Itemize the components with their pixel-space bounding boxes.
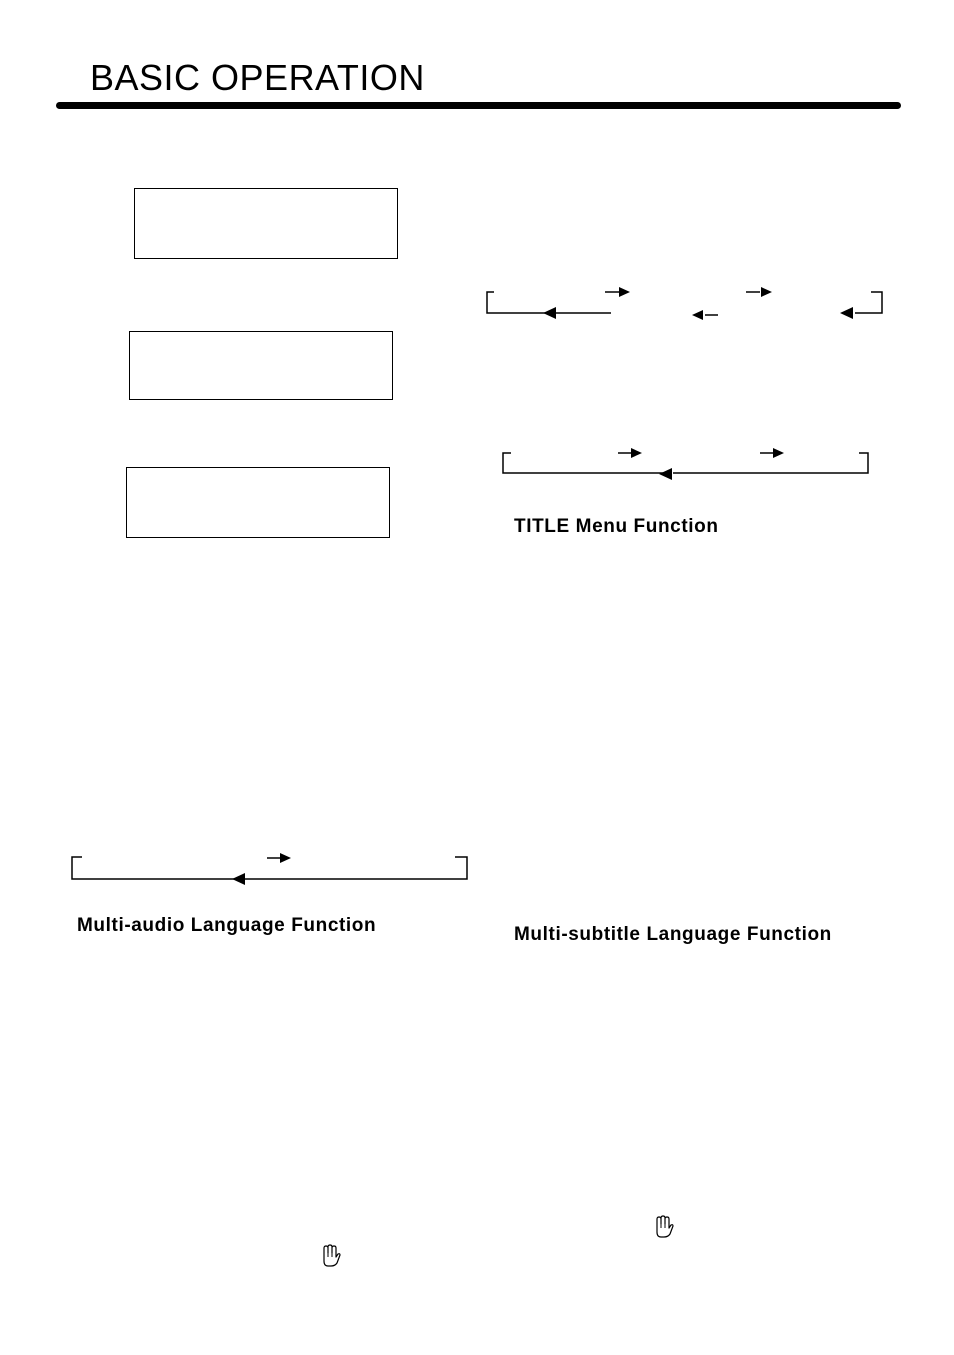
caption-multi-audio: Multi-audio Language Function <box>77 915 377 936</box>
display-box-2 <box>129 331 393 400</box>
display-box-3 <box>126 467 390 538</box>
cycle-diagram-angle <box>480 280 890 325</box>
display-box-1 <box>134 188 398 259</box>
caption-multi-subtitle: Multi-subtitle Language Function <box>514 924 832 945</box>
page-title: BASIC OPERATION <box>90 57 425 98</box>
title-rule <box>56 102 901 109</box>
caption-title-menu: TITLE Menu Function <box>514 516 719 537</box>
hand-icon <box>652 1215 674 1239</box>
cycle-diagram-title <box>495 440 875 485</box>
cycle-diagram-audio <box>64 845 474 890</box>
hand-icon <box>319 1244 341 1268</box>
